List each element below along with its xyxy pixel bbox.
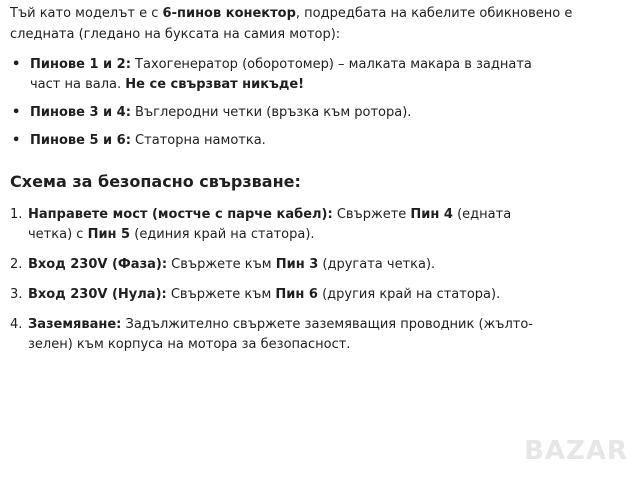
- step-bold-text: Пин 3: [275, 257, 319, 272]
- step-text: Задължително свържете заземяващия проводник (жълто-зелен) към корпуса на мотора за безопасност.: [28, 317, 533, 352]
- step-bold-text: Пин 4: [410, 207, 453, 222]
- intro-bold-connector: 6-пинов конектор: [162, 6, 296, 21]
- wiring-step: [10, 285, 548, 305]
- section-heading: Схема за безопасно свързване:: [10, 172, 301, 191]
- pin-warning: Не се свързват никъде!: [125, 77, 305, 92]
- wiring-steps-list: [10, 205, 630, 355]
- pin-list: [10, 55, 630, 151]
- step-number: 1.: [10, 207, 23, 222]
- step-text: (едната четка) с: [28, 207, 512, 242]
- pin-label: Пинове 1 и 2:: [30, 57, 131, 72]
- bazar-watermark-logo: BAZAR: [524, 436, 628, 466]
- intro-text-1: Тъй като моделът е с: [10, 6, 163, 21]
- step-bold-text: Пин 5: [87, 227, 131, 242]
- intro-text-2: , подредбата на кабелите обикновено е: [295, 6, 573, 21]
- document-body: [10, 3, 630, 365]
- step-text: (другата четка).: [318, 257, 436, 272]
- step-text: Свържете: [332, 207, 411, 222]
- step-number: 3.: [10, 287, 23, 302]
- step-bold-text: Вход 230V (Фаза):: [28, 257, 168, 272]
- step-text: (единия край на статора).: [130, 227, 315, 242]
- wiring-step: [10, 315, 548, 355]
- pin-list-item: [10, 131, 550, 151]
- pin-description: Статорна намотка.: [130, 133, 266, 148]
- step-text: (другия край на статора).: [317, 287, 501, 302]
- intro-text-3: следната (гледано на буксата на самия мотор):: [10, 27, 341, 42]
- pin-label: Пинове 5 и 6:: [30, 133, 131, 148]
- pin-label: Пинове 3 и 4:: [30, 105, 131, 120]
- step-bold-text: Пин 6: [275, 287, 318, 302]
- step-bold-text: Заземяване:: [28, 317, 122, 332]
- pin-list-item: [10, 55, 550, 95]
- pin-description: Въглеродни четки (връзка към ротора).: [130, 105, 412, 120]
- step-number: 2.: [10, 257, 23, 272]
- pin-description: Тахогенератор (оборотомер) – малката макара в задната част на вала.: [30, 57, 532, 92]
- step-bold-text: Направете мост (мостче с парче кабел):: [28, 207, 333, 222]
- step-bold-text: Вход 230V (Нула):: [28, 287, 167, 302]
- pin-list-item: [10, 103, 550, 123]
- intro-paragraph: [10, 3, 630, 45]
- wiring-step: [10, 205, 548, 245]
- step-text: Свържете към: [167, 257, 276, 272]
- wiring-step: [10, 255, 548, 275]
- step-number: 4.: [10, 317, 23, 332]
- step-text: Свържете към: [166, 287, 276, 302]
